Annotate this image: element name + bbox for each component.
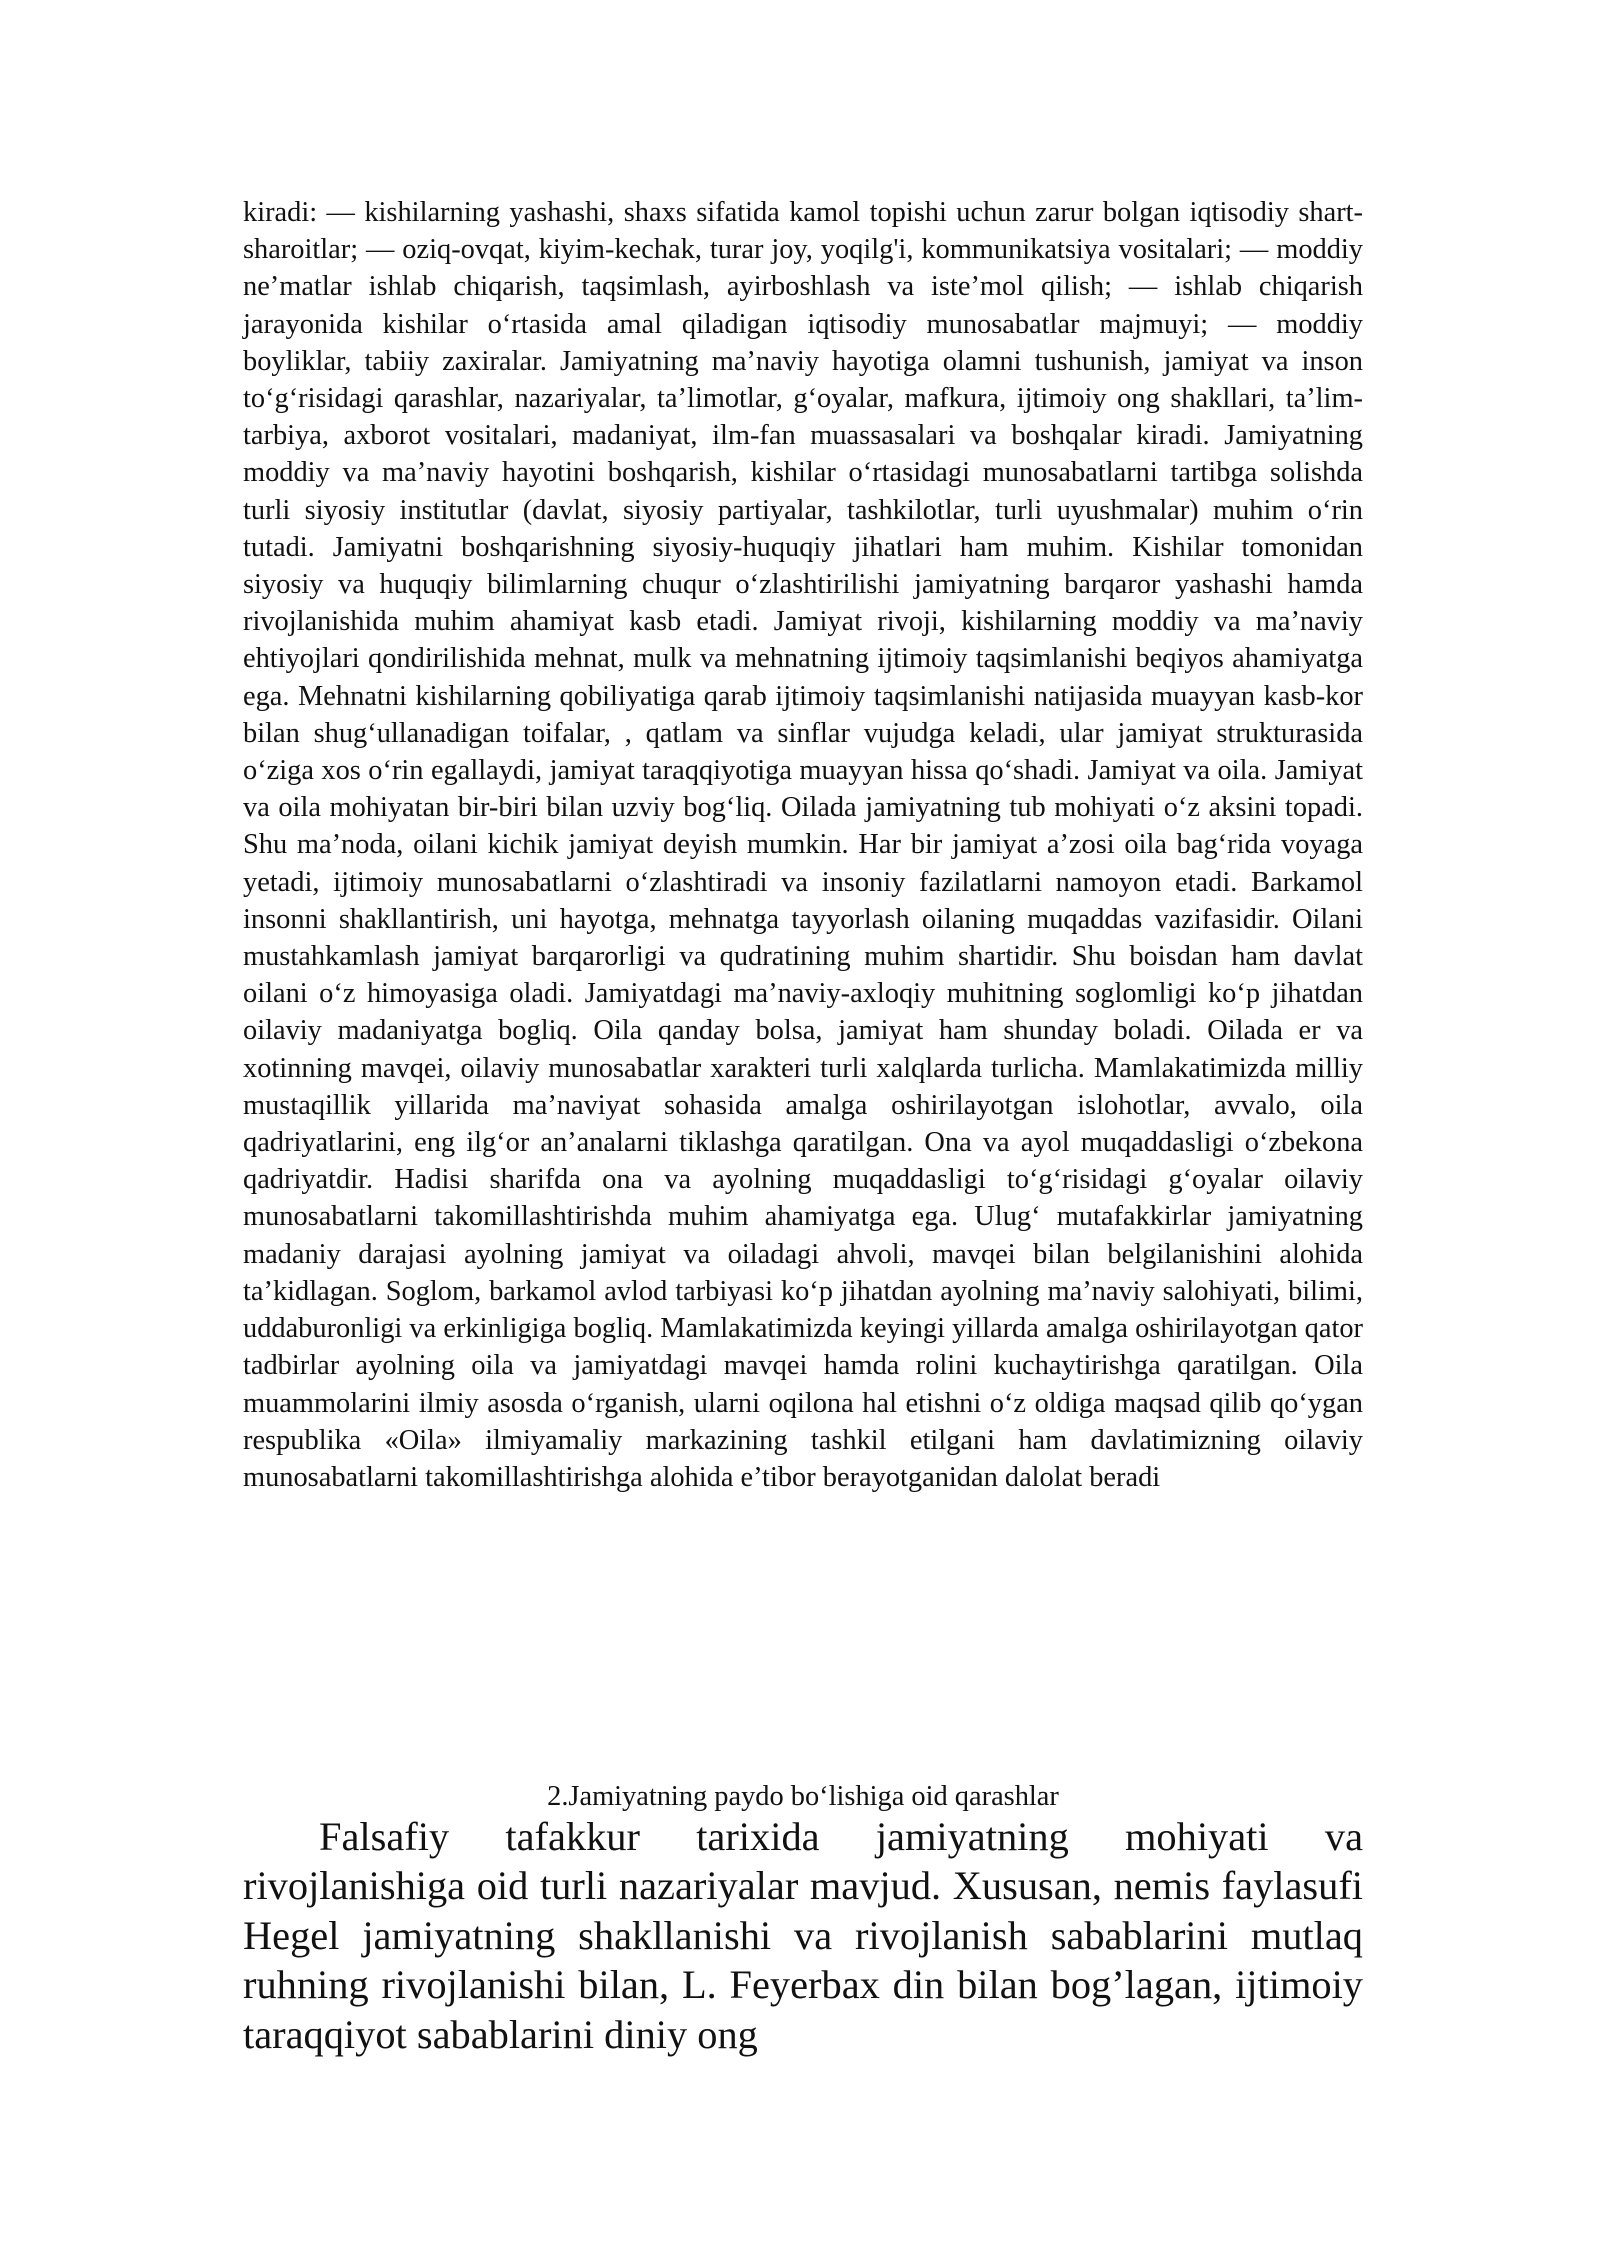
section-heading: 2.Jamiyatning paydo bo‘lishiga oid qarashlar	[547, 1781, 1059, 1812]
body-paragraph: kiradi: — kishilarning yashashi, shaxs sifatida kamol topishi uchun zarur bolgan iqtisodiy shart-sharoitlar; — oziq-ovqat, kiyim-kechak, turar joy, yoqilg'i, kommunikatsiya vositalari; — moddiy ne’matlar ishlab chiqarish, taqsimlash, ayirboshlash va iste’mol qilish; — ishlab chiqarish jarayonida kishilar o‘rtasida amal qiladigan iqtisodiy munosabatlar majmuyi; — moddiy boyliklar, tabiiy zaxiralar. Jamiyatning ma’naviy hayotiga olamni tushunish, jamiyat va inson to‘g‘risidagi qarashlar, nazariyalar, ta’limotlar, g‘oyalar, mafkura, ijtimoiy ong shakllari, ta’lim-tarbiya, axborot vositalari, madaniyat, ilm-fan muassasalari va boshqalar kiradi. Jamiyatning moddiy va ma’naviy hayotini boshqarish, kishilar o‘rtasidagi munosabatlarni tartibga solishda turli siyosiy institutlar (davlat, siyosiy partiyalar, tashkilotlar, turli uyushmalar) muhim o‘rin tutadi. Jamiyatni boshqarishning siyosiy-huquqiy jihatlari ham muhim. Kishilar tomonidan siyosiy va huquqiy bilimlarning chuqur o‘zlashtirilishi jamiyatning barqaror yashashi hamda rivojlanishida muhim ahamiyat kasb etadi. Jamiyat rivoji, kishilarning moddiy va ma’naviy ehtiyojlari qondirilishida mehnat, mulk va mehnatning ijtimoiy taqsimlanishi beqiyos ahamiyatga ega. Mehnatni kishilarning qobiliyatiga qarab ijtimoiy taqsimlanishi natijasida muayyan kasb-kor bilan shug‘ullanadigan toifalar, , qatlam va sinflar vujudga keladi, ular jamiyat strukturasida o‘ziga xos o‘rin egallaydi, jamiyat taraqqiyotiga muayyan hissa qo‘shadi. Jamiyat va oila. Jamiyat va oila mohiyatan bir-biri bilan uzviy bog‘liq. Oilada jamiyatning tub mohiyati o‘z aksini topadi. Shu ma’noda, oilani kichik jamiyat deyish mumkin. Har bir jamiyat a’zosi oila bag‘rida voyaga yetadi, ijtimoiy munosabatlarni o‘zlashtiradi va insoniy fazilatlarni namoyon etadi. Barkamol insonni shakllantirish, uni hayotga, mehnatga tayyorlash oilaning muqaddas vazifasidir. Oilani mustahkamlash jamiyat barqarorligi va qudratining muhim shartidir. Shu boisdan ham davlat oilani o‘z himoyasiga oladi. Jamiyatdagi ma’naviy-axloqiy muhitning soglomligi ko‘p jihatdan oilaviy madaniyatga bogliq. Oila qanday bolsa, jamiyat ham shunday boladi. Oilada er va xotinning mavqei, oilaviy munosabatlar xarakteri turli xalqlarda turlicha. Mamlakatimizda milliy mustaqillik yillarida ma’naviyat sohasida amalga oshirilayotgan islohotlar, avvalo, oila qadriyatlarini, eng ilg‘or an’analarni tiklashga qaratilgan. Ona va ayol muqaddasligi o‘zbekona qadriyatdir. Hadisi sharifda ona va ayolning muqaddasligi to‘g‘risidagi g‘oyalar oilaviy munosabatlarni takomillashtirishda muhim ahamiyatga ega. Ulug‘ mutafakkirlar jamiyatning madaniy darajasi ayolning jamiyat va oiladagi ahvoli, mavqei bilan belgilanishini alohida ta’kidlagan. Soglom, barkamol avlod tarbiyasi ko‘p jihatdan ayolning ma’naviy salohiyati, bilimi, uddaburonligi va erkinligiga bogliq. Mamlakatimizda keyingi yillarda amalga oshirilayotgan qator tadbirlar ayolning oila va jamiyatdagi mavqei hamda rolini kuchaytirishga qaratilgan. Oila muammolarini ilmiy asosda o‘rganish, ularni oqilona hal etishni o‘z oldiga maqsad qilib qo‘ygan respublika «Oila» ilmiyamaliy markazining tashkil etilgani ham davlatimizning oilaviy munosabatlarni takomillashtirishga alohida e’tibor berayotganidan dalolat beradi	[243, 197, 1363, 1493]
large-paragraph: Falsafiy tafakkur tarixida jamiyatning mohiyati va rivojlanishiga oid turli nazariyalar mavjud. Xususan, nemis faylasufi Hegel jamiyatning shakllanishi va rivojlanish sabablarini mutlaq ruhning rivojlanishi bilan, L. Feyerbax din bilan bog’lagan, ijtimoiy taraqqiyot sabablarini diniy ong	[243, 1814, 1363, 2057]
